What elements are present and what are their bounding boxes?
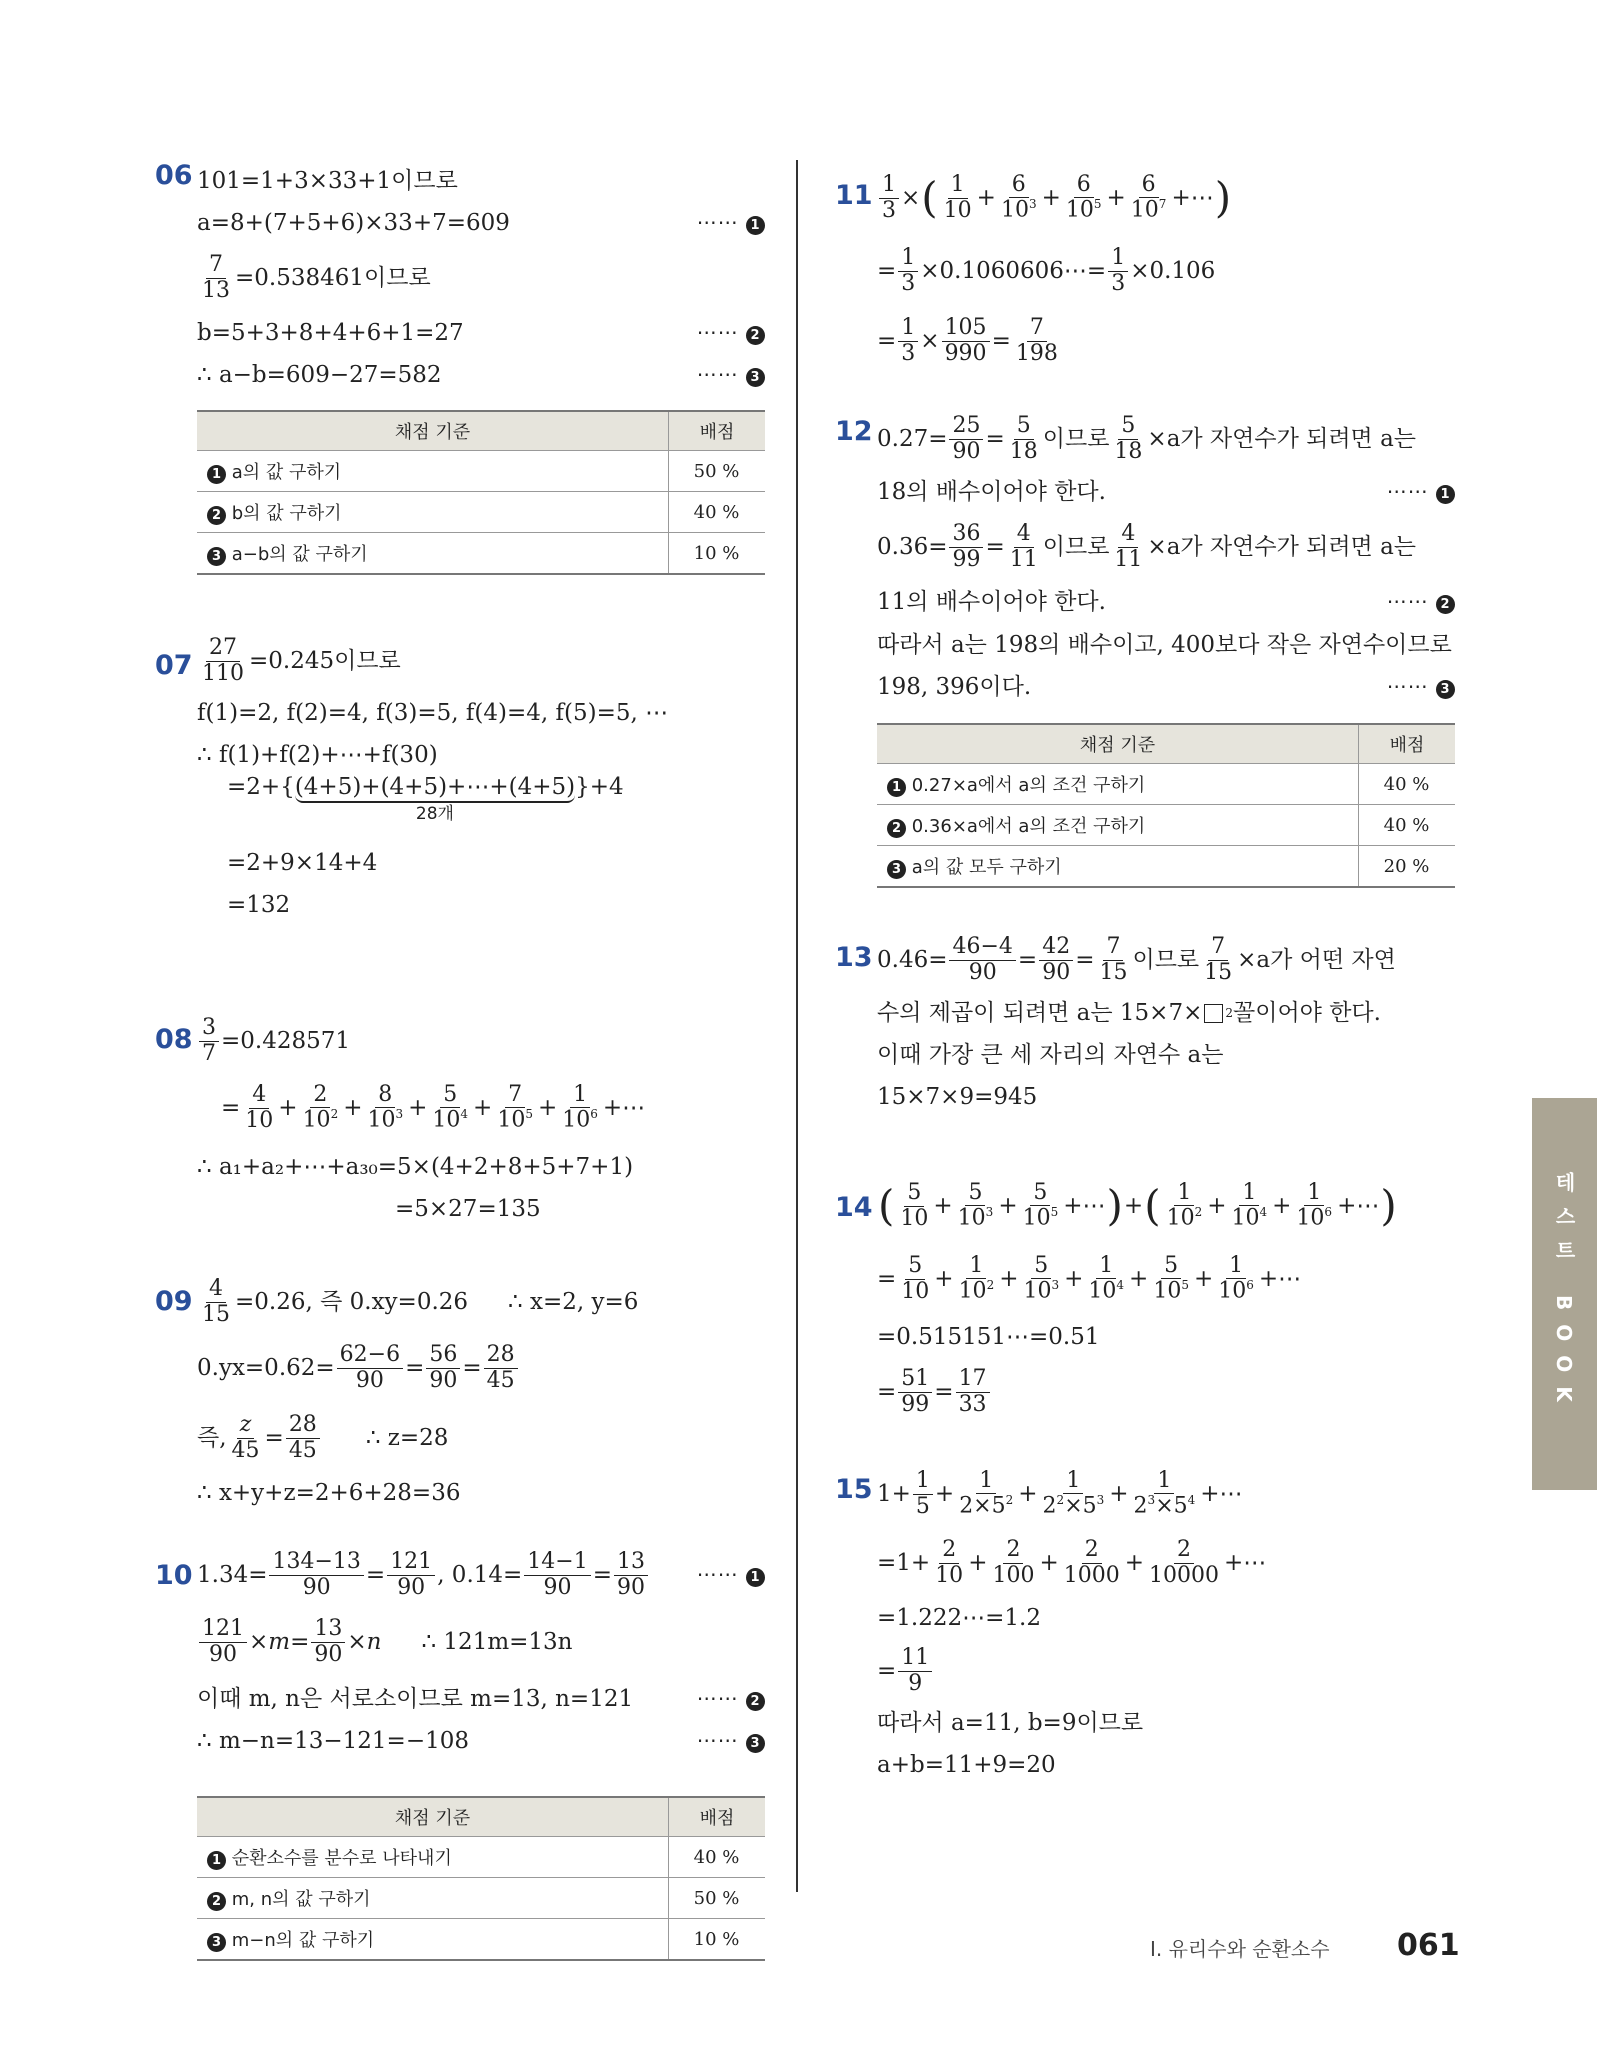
left-column: [155, 160, 765, 1964]
expression: a=8+(7+5+6)×33+7=609: [197, 209, 510, 236]
solution-line: ( $\frac{5}{10}$ + $\frac{5}{10^3}$ + $\frac{5}{10^5}$ +⋯ ) + ( $\frac{1}{10^2}$ + $\frac{1}{10^4}$ + $\frac{1}{10^6}$ +⋯ ): [878, 1180, 1397, 1231]
solution-line: 15×7×9=945: [877, 1083, 1038, 1110]
expression: 198, 396이다.: [877, 673, 1032, 700]
problem-10: [155, 1544, 765, 1964]
side-tab: [1532, 1098, 1597, 1490]
expression: 이때 m, n은 서로소이므로 m=13, n=121: [197, 1685, 634, 1712]
side-tab-label: 테스트 BOOK: [1552, 1172, 1576, 1416]
problem-number: 11: [835, 180, 873, 211]
solution-line: 이때 가장 큰 세 자리의 자연수 a는: [877, 1041, 1224, 1068]
solution-line: [197, 1012, 765, 1070]
fraction: $\frac{3}{7}$: [199, 1016, 219, 1065]
solution-line: 101=1+3×33+1이므로: [197, 167, 458, 194]
solution-line: a+b=11+9=20: [877, 1751, 1056, 1778]
step-marker: ⋯⋯ 1: [697, 1564, 765, 1587]
expression: 꼴이어야 한다.: [1233, 999, 1381, 1026]
step-marker: ⋯⋯ 2: [697, 322, 765, 345]
solution-line: = $\frac{1}{3}$ ×0.1060606⋯= $\frac{1}{3}$ ×0.106: [877, 245, 1216, 296]
step-marker: ⋯⋯ 2: [1387, 591, 1455, 614]
square-box: [1204, 1004, 1223, 1023]
problem-09: [155, 1272, 765, 1532]
expression: ∴ z=28: [365, 1424, 449, 1451]
expression: 18의 배수이어야 한다.: [877, 478, 1106, 505]
solution-line: [197, 202, 765, 244]
table-row: 3 m−n의 값 구하기 10 %: [197, 1919, 765, 1961]
expression: 1.34=: [197, 1561, 268, 1588]
problem-number: 09: [155, 1286, 193, 1317]
step-marker: ⋯⋯ 2: [697, 1688, 765, 1711]
expression: 수의 제곱이 되려면 a는 15×7×: [877, 999, 1203, 1026]
problem-number: 13: [835, 942, 873, 973]
problem-number: 14: [835, 1192, 873, 1223]
solution-line: [877, 666, 1455, 708]
fraction: $\frac{4}{15}$: [202, 1276, 230, 1327]
expression: ∴ x=2, y=6: [508, 1288, 639, 1315]
header-criteria: 채점 기준: [197, 1797, 669, 1837]
fraction: $\frac{7}{13}$: [202, 252, 230, 303]
solution-line: = $\frac{4}{10}$ + $\frac{2}{10^2}$ + $\frac{8}{10^3}$ + $\frac{5}{10^4}$ + $\frac{7}{10^5}$ + $\frac{1}{10^6}$ +⋯: [221, 1082, 646, 1133]
solution-line: =132: [227, 891, 291, 918]
underbrace: (4+5)+(4+5)+⋯+(4+5) 28개: [294, 774, 576, 824]
expression: 0.36=: [877, 533, 948, 560]
expression: ∴ m−n=13−121=−108: [197, 1727, 469, 1754]
solution-line: ∴ f(1)+f(2)+⋯+f(30): [197, 741, 438, 768]
expression: ×a가 자연수가 되려면 a는: [1147, 533, 1417, 560]
header-points: 배점: [669, 411, 766, 451]
solution-line: 1.34= $\frac{134-13}{90}$ = $\frac{121}{90}$ , 0.14= $\frac{14-1}{90}$ = $\frac{13}{90}$ ⋯⋯ 1: [197, 1544, 765, 1606]
expression: =2+{: [227, 774, 295, 800]
solution-line: 따라서 a는 198의 배수이고, 400보다 작은 자연수이므로: [877, 631, 1452, 658]
expression: ×a가 어떤 자연: [1237, 946, 1396, 973]
step-marker: ⋯⋯ 3: [697, 364, 765, 387]
expression: =0.538461이므로: [235, 264, 431, 291]
table-row: 2 b의 값 구하기 40 %: [197, 492, 765, 533]
solution-line: = $\frac{1}{3}$ × $\frac{105}{990}$ = $\frac{7}{198}$: [877, 315, 1058, 366]
problem-06: [155, 160, 765, 580]
step-marker: ⋯⋯ 1: [1387, 481, 1455, 504]
problem-number: 08: [155, 1024, 193, 1055]
solution-line: 0.yx=0.62= $\frac{62-6}{90}$ = $\frac{56}{90}$ = $\frac{28}{45}$: [197, 1332, 765, 1404]
solution-line: [197, 776, 765, 842]
solution-line: [197, 354, 765, 396]
table-row: 1 a의 값 구하기 50 %: [197, 451, 765, 492]
right-column: [835, 160, 1455, 1788]
problem-13: [835, 928, 1455, 1168]
problem-14: [835, 1168, 1455, 1458]
footer-chapter-title: Ⅰ. 유리수와 순환소수: [1150, 1937, 1330, 1961]
solution-line: [877, 580, 1455, 624]
expression: b=5+3+8+4+6+1=27: [197, 319, 464, 346]
table-row: 3 a−b의 값 구하기 10 %: [197, 533, 765, 575]
expression: 이므로: [1132, 946, 1200, 973]
solution-line: f(1)=2, f(2)=4, f(3)=5, f(4)=4, f(5)=5, ⋯: [197, 699, 669, 726]
expression: ×0.1060606⋯=: [920, 257, 1107, 284]
table-row: 1 순환소수를 분수로 나타내기 40 %: [197, 1837, 765, 1878]
scoring-table-12: [877, 723, 1455, 888]
header-criteria: 채점 기준: [877, 724, 1359, 764]
solution-line: ∴ x+y+z=2+6+28=36: [197, 1479, 461, 1506]
problem-08: [155, 1012, 765, 1232]
solution-line: =0.515151⋯=0.51: [877, 1323, 1100, 1350]
problem-07: [155, 630, 765, 970]
expression: ∴ 121m=13n: [421, 1628, 573, 1655]
solution-line: [197, 244, 765, 312]
expression: 0.46=: [877, 946, 948, 973]
table-row: 3 a의 값 모두 구하기 20 %: [877, 846, 1455, 888]
brace-label: 28개: [415, 804, 454, 824]
solution-line: 수의 제곱이 되려면 a는 15×7× 2 꼴이어야 한다.: [877, 999, 1381, 1026]
expression: 11의 배수이어야 한다.: [877, 588, 1106, 615]
solution-line: =2+9×14+4: [227, 849, 378, 876]
expression: ×0.106: [1130, 257, 1216, 284]
header-points: 배점: [1359, 724, 1456, 764]
solution-line: ∴ a₁+a₂+⋯+a₃₀=5×(4+2+8+5+7+1): [197, 1153, 634, 1180]
solution-line: 0.46= $\frac{46-4}{90}$ = $\frac{42}{90}$ = $\frac{7}{15}$ 이므로 $\frac{7}{15}$ ×a가 어떤 자연: [877, 934, 1396, 985]
solution-line: 따라서 a=11, b=9이므로: [877, 1709, 1144, 1736]
problem-number: 06: [155, 160, 193, 191]
solution-line: = $\frac{51}{99}$ = $\frac{17}{33}$: [877, 1360, 1455, 1424]
problem-number: 07: [155, 650, 193, 681]
solution-line: [197, 1272, 765, 1332]
step-marker: ⋯⋯ 3: [1387, 676, 1455, 699]
solution-line: =1+ $\frac{2}{10}$ + $\frac{2}{100}$ + $\frac{2}{1000}$ + $\frac{2}{10000}$ +⋯: [877, 1537, 1267, 1588]
solution-line: = $\frac{11}{9}$: [877, 1640, 1455, 1702]
expression: 이므로: [1042, 425, 1110, 452]
expression: 즉,: [197, 1424, 227, 1451]
solution-line: 0.27= $\frac{25}{90}$ = $\frac{5}{18}$ 이므로 $\frac{5}{18}$ ×a가 자연수가 되려면 a는: [877, 413, 1417, 464]
expression: =0.245이므로: [249, 647, 401, 674]
problem-number: 10: [155, 1560, 193, 1591]
problem-number: 15: [835, 1474, 873, 1505]
solution-line: 1+ $\frac{1}{5}$ + $\frac{1}{2\times 5^2}$ + $\frac{1}{2^2\times 5^3}$ + $\frac{1}{2^3\times 5^4}$ +⋯: [877, 1468, 1243, 1519]
solution-line: = $\frac{5}{10}$ + $\frac{1}{10^2}$ + $\frac{5}{10^3}$ + $\frac{1}{10^4}$ + $\frac{5}{10^5}$ + $\frac{1}{10^6}$ +⋯: [877, 1253, 1302, 1304]
fraction: $\frac{27}{110}$: [202, 635, 244, 686]
expression: 0.yx=0.62=: [197, 1354, 335, 1381]
problem-12: [835, 408, 1455, 928]
solution-line: 즉, $\frac{z}{45}$ = $\frac{28}{45}$ ∴ z=28: [197, 1412, 449, 1463]
scoring-table-06: [197, 410, 765, 575]
table-row: 2 0.36×a에서 a의 조건 구하기 40 %: [877, 805, 1455, 846]
solution-line: $\frac{121}{90}$ × m = $\frac{13}{90}$ × n ∴ 121m=13n: [197, 1606, 765, 1678]
solution-line: [197, 312, 765, 354]
step-marker: ⋯⋯ 1: [697, 212, 765, 235]
solution-line: [197, 1720, 765, 1762]
step-marker: ⋯⋯ 3: [697, 1730, 765, 1753]
expression: 이므로: [1042, 533, 1110, 560]
column-divider: [796, 160, 798, 1892]
problem-11: [835, 160, 1455, 408]
expression: , 0.14=: [437, 1561, 523, 1588]
expression: ×a가 자연수가 되려면 a는: [1147, 425, 1417, 452]
expression: }+4: [575, 774, 624, 800]
solution-line: [877, 470, 1455, 514]
solution-line: [197, 1678, 765, 1720]
solution-line: 0.36= $\frac{36}{99}$ = $\frac{4}{11}$ 이므로 $\frac{4}{11}$ ×a가 자연수가 되려면 a는: [877, 521, 1417, 572]
scoring-table-10: [197, 1796, 765, 1961]
expression: =0.428571: [221, 1027, 351, 1054]
expression: 0.27=: [877, 425, 948, 452]
header-criteria: 채점 기준: [197, 411, 669, 451]
header-points: 배점: [669, 1797, 766, 1837]
table-row: 1 0.27×a에서 a의 조건 구하기 40 %: [877, 764, 1455, 805]
page-number: 061: [1397, 1928, 1460, 1963]
solution-line: =5×27=135: [395, 1195, 541, 1222]
expression: ∴ a−b=609−27=582: [197, 361, 442, 388]
solution-line: $\frac{1}{3}$ × ( $\frac{1}{10}$ + $\frac{6}{10^3}$ + $\frac{6}{10^5}$ + $\frac{6}{10^7}$ +⋯ ): [877, 160, 1455, 236]
problem-15: [835, 1458, 1455, 1788]
expression: =0.26, 즉 0.xy=0.26: [235, 1288, 469, 1315]
solution-line: =1.222⋯=1.2: [877, 1604, 1041, 1631]
problem-number: 12: [835, 416, 873, 447]
table-row: 2 m, n의 값 구하기 50 %: [197, 1878, 765, 1919]
solution-line: [197, 630, 765, 692]
